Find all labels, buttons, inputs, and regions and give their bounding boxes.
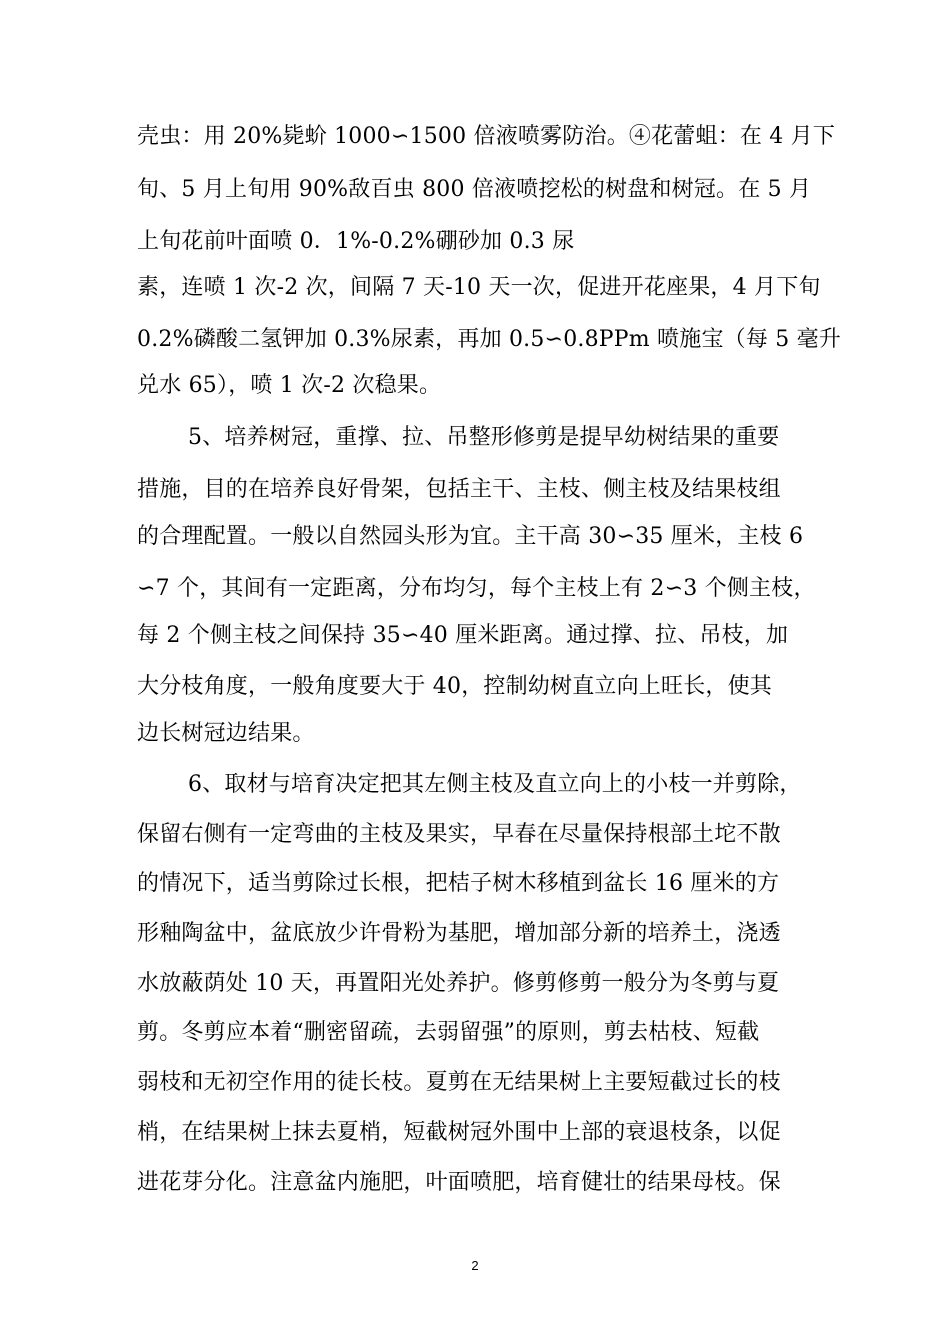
page-number: 2	[471, 1258, 479, 1273]
body-text-line: 素，连喷 1 次-2 次，间隔 7 天-10 天一次，促进开花座果，4 月下旬	[137, 275, 821, 300]
body-text-line: 边长树冠边结果。	[137, 721, 315, 746]
body-text-line: 水放蔽荫处 10 天，再置阳光处养护。修剪修剪一般分为冬剪与夏	[137, 971, 780, 996]
paragraph-first-line: 6、取材与培育决定把其左侧主枝及直立向上的小枝一并剪除，	[188, 772, 802, 797]
body-text-line: 弱枝和无初空作用的徒长枝。夏剪在无结果树上主要短截过长的枝	[137, 1070, 781, 1095]
body-text-line: ∽7 个，其间有一定距离，分布均匀，每个主枝上有 2∽3 个侧主枝，	[137, 576, 816, 601]
body-text-line: 每 2 个侧主枝之间保持 35∽40 厘米距离。通过撑、拉、吊枝，加	[137, 623, 789, 648]
body-text-line: 形釉陶盆中，盆底放少许骨粉为基肥，增加部分新的培养土，浇透	[137, 921, 781, 946]
body-text-line: 0.2%磷酸二氢钾加 0.3%尿素，再加 0.5∽0.8PPm 喷施宝（每 5 毫升	[137, 327, 842, 352]
body-text-line: 剪。冬剪应本着“删密留疏，去弱留强”的原则，剪去枯枝、短截	[137, 1020, 760, 1045]
body-text-line: 大分枝角度，一般角度要大于 40，控制幼树直立向上旺长，使其	[137, 674, 772, 699]
body-text-line: 壳虫：用 20%毙蚧 1000∽1500 倍液喷雾防治。④花蕾蛆：在 4 月下	[137, 124, 836, 149]
body-text-line: 梢，在结果树上抹去夏梢，短截树冠外围中上部的衰退枝条，以促	[137, 1120, 781, 1145]
body-text-line: 措施，目的在培养良好骨架，包括主干、主枝、侧主枝及结果枝组	[137, 477, 781, 502]
body-text-line: 的合理配置。一般以自然园头形为宜。主干高 30∽35 厘米，主枝 6	[137, 524, 804, 549]
body-text-line: 上旬花前叶面喷 0．1%-0.2%硼砂加 0.3 尿	[137, 229, 575, 254]
body-text-line: 的情况下，适当剪除过长根，把桔子树木移植到盆长 16 厘米的方	[137, 871, 780, 896]
paragraph-first-line: 5、培养树冠，重撑、拉、吊整形修剪是提早幼树结果的重要	[188, 425, 780, 450]
body-text-line: 进花芽分化。注意盆内施肥，叶面喷肥，培育健壮的结果母枝。保	[137, 1170, 781, 1195]
body-text-line: 兑水 65），喷 1 次-2 次稳果。	[137, 373, 442, 398]
body-text-line: 旬、5 月上旬用 90%敌百虫 800 倍液喷挖松的树盘和树冠。在 5 月	[137, 177, 812, 202]
body-text-line: 保留右侧有一定弯曲的主枝及果实，早春在尽量保持根部土坨不散	[137, 822, 781, 847]
